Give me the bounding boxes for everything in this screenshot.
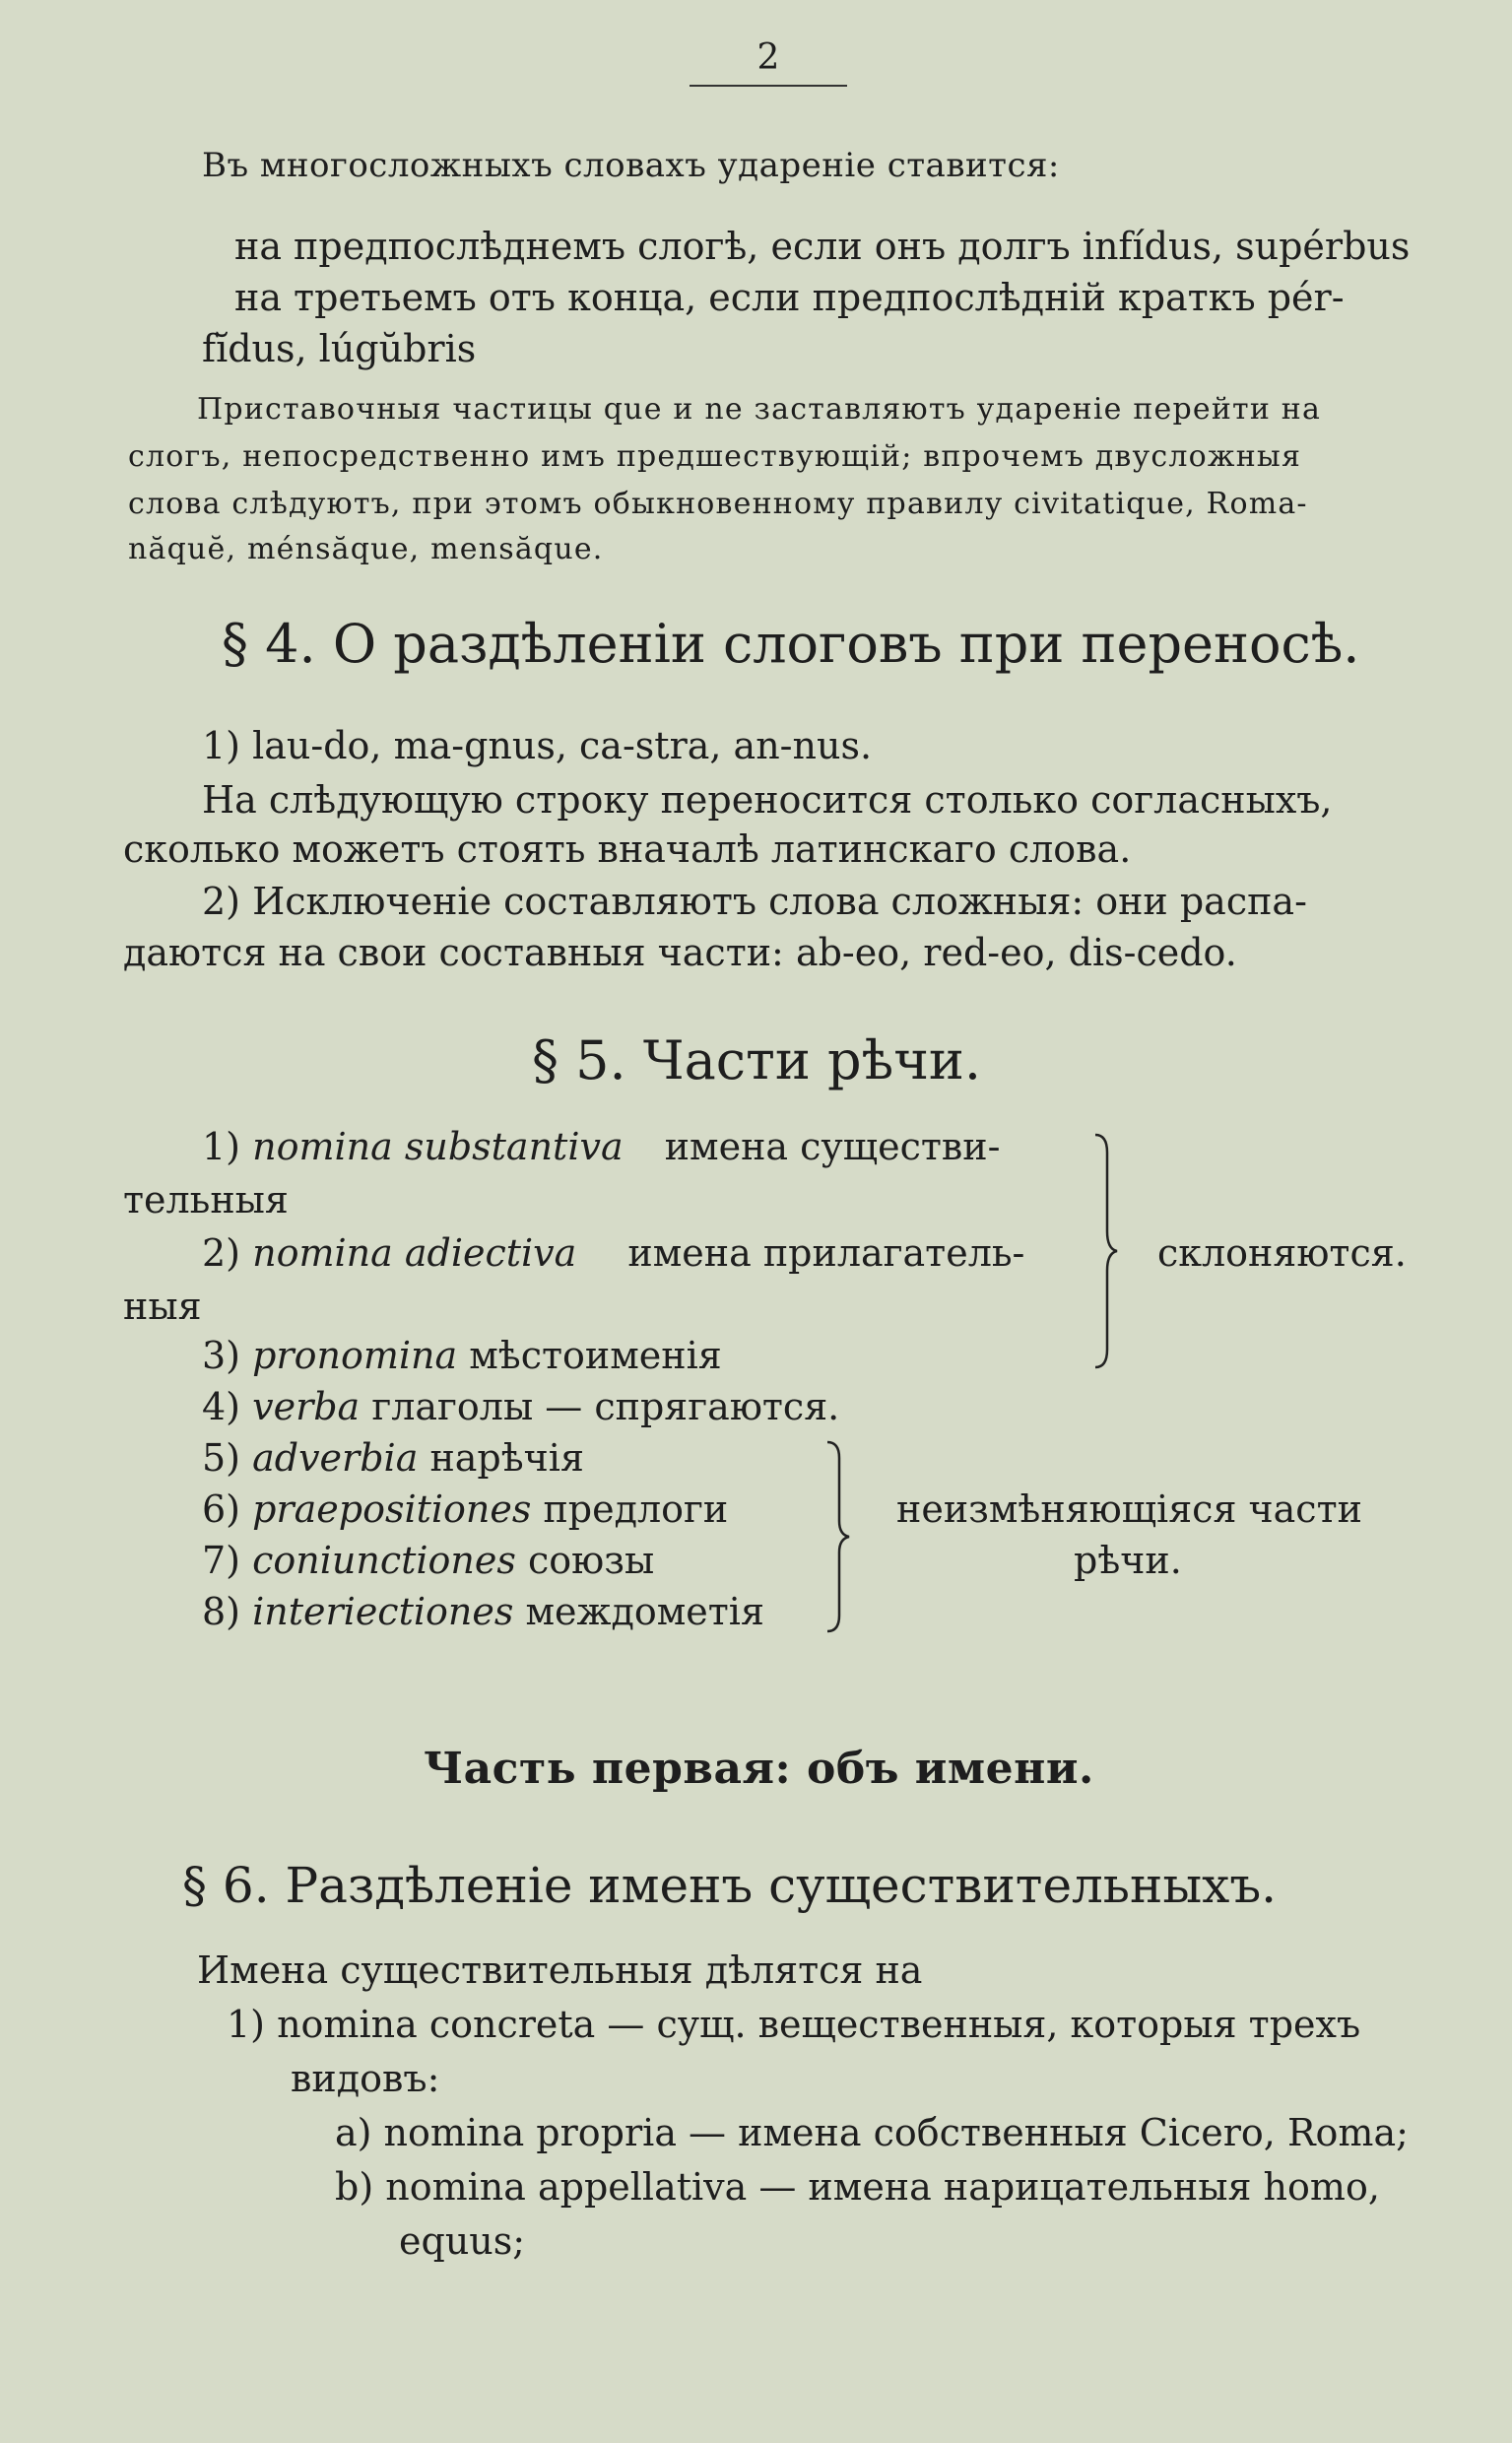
- section-6-title: § 6. Раздѣленіе именъ существительныхъ.: [182, 1857, 1278, 1914]
- accent-note-line-4: năquĕ, ménsăque, mensăque.: [128, 532, 604, 566]
- parts-item-4: [202, 1385, 839, 1428]
- section-4-text-line-1: На слѣдующую строку переносится столько согласныхъ,: [202, 778, 1333, 822]
- parts-item-russian: предлоги: [543, 1487, 729, 1531]
- parts-item-7: [202, 1539, 654, 1582]
- parts-item-6: [202, 1487, 728, 1531]
- section-6-sub-a: a) nomina propria — имена собственныя Cicero, Roma;: [335, 2111, 1409, 2154]
- parts-item-latin: interiectiones: [252, 1590, 514, 1633]
- invariable-label-line-1: неизмѣняющіяся части: [896, 1487, 1362, 1531]
- parts-item-russian: имена существи-: [664, 1125, 1001, 1168]
- section-4-item-1: 1) lau-do, ma-gnus, ca-stra, an-nus.: [202, 724, 873, 767]
- parts-item-num: 5): [202, 1436, 241, 1480]
- declined-label: склоняются.: [1157, 1231, 1407, 1275]
- parts-item-2: [202, 1231, 1024, 1275]
- parts-item-russian: имена прилагатель-: [627, 1231, 1025, 1275]
- parts-item-num: 1): [202, 1125, 241, 1168]
- parts-item-1: [202, 1125, 1000, 1168]
- parts-item-5: [202, 1436, 584, 1480]
- part-1-title: Часть первая: объ имени.: [424, 1744, 1094, 1794]
- parts-item-num: 2): [202, 1231, 241, 1275]
- parts-item-russian: нарѣчія: [429, 1436, 584, 1480]
- accent-note-line-3: слова слѣдуютъ, при этомъ обыкновенному правилу civitatique, Roma-: [128, 487, 1308, 521]
- section-6-sub-b-line-2: equus;: [399, 2219, 526, 2263]
- parts-item-russian: мѣстоименія: [469, 1334, 722, 1377]
- parts-item-russian: междометія: [525, 1590, 764, 1633]
- section-4-item-2-line-2: даются на свои составныя части: ab-eo, red-eo, dis-cedo.: [123, 931, 1237, 974]
- parts-item-num: 7): [202, 1539, 241, 1582]
- accent-intro: Въ многосложныхъ словахъ удареніе ставится:: [202, 146, 1060, 185]
- section-4-text-line-2: сколько можетъ стоять вначалѣ латинскаго слова.: [123, 827, 1132, 871]
- accent-rule-penultimate: на предпослѣднемъ слогѣ, если онъ долгъ infídus, supérbus: [234, 225, 1411, 268]
- section-5-title: § 5. Части рѣчи.: [532, 1029, 982, 1091]
- section-6-item-1-line-2: видовъ:: [291, 2057, 440, 2100]
- section-6-sub-b-line-1: b) nomina appellativa — имена нарицательныя homo,: [335, 2165, 1380, 2209]
- parts-item-russian: союзы: [527, 1539, 655, 1582]
- section-6-intro: Имена существительныя дѣлятся на: [197, 1948, 923, 1992]
- parts-item-num: 6): [202, 1487, 241, 1531]
- parts-item-num: 4): [202, 1385, 241, 1428]
- section-4-title: § 4. О раздѣленіи слоговъ при переносѣ.: [222, 613, 1360, 675]
- parts-item-latin: nomina substantiva: [252, 1125, 624, 1168]
- declined-brace: [1093, 1133, 1119, 1369]
- section-6-item-1-line-1: 1) nomina concreta — сущ. вещественныя, которыя трехъ: [227, 2003, 1361, 2046]
- parts-item-russian: глаголы — спрягаются.: [371, 1385, 840, 1428]
- parts-item-latin: pronomina: [252, 1334, 458, 1377]
- parts-item-3: [202, 1334, 722, 1377]
- accent-rule-example: fĭdus, lúgŭbris: [202, 327, 477, 370]
- parts-item-num: 3): [202, 1334, 241, 1377]
- accent-note-line-2: слогъ, непосредственно имъ предшествующій; впрочемъ двусложныя: [128, 439, 1302, 474]
- accent-note-line-1: Приставочныя частицы que и ne заставляютъ удареніе перейти на: [197, 392, 1322, 427]
- parts-item-latin: praepositiones: [252, 1487, 532, 1531]
- parts-item-latin: coniunctiones: [252, 1539, 516, 1582]
- parts-item-2-cont: ныя: [123, 1285, 202, 1328]
- invariable-brace: [825, 1440, 851, 1633]
- parts-item-latin: nomina adiectiva: [252, 1231, 577, 1275]
- parts-item-latin: verba: [252, 1385, 361, 1428]
- parts-item-1-cont: тельныя: [123, 1178, 289, 1222]
- accent-rule-antepenultimate: на третьемъ отъ конца, если предпослѣднiй краткъ pér-: [234, 276, 1345, 319]
- parts-item-latin: adverbia: [252, 1436, 419, 1480]
- parts-item-8: [202, 1590, 764, 1633]
- section-4-item-2-line-1: 2) Исключеніе составляютъ слова сложныя: они распа-: [202, 880, 1307, 923]
- parts-item-num: 8): [202, 1590, 241, 1633]
- page-number: 2: [756, 37, 780, 78]
- page-number-rule: [690, 85, 847, 87]
- invariable-label-line-2: рѣчи.: [1074, 1539, 1182, 1582]
